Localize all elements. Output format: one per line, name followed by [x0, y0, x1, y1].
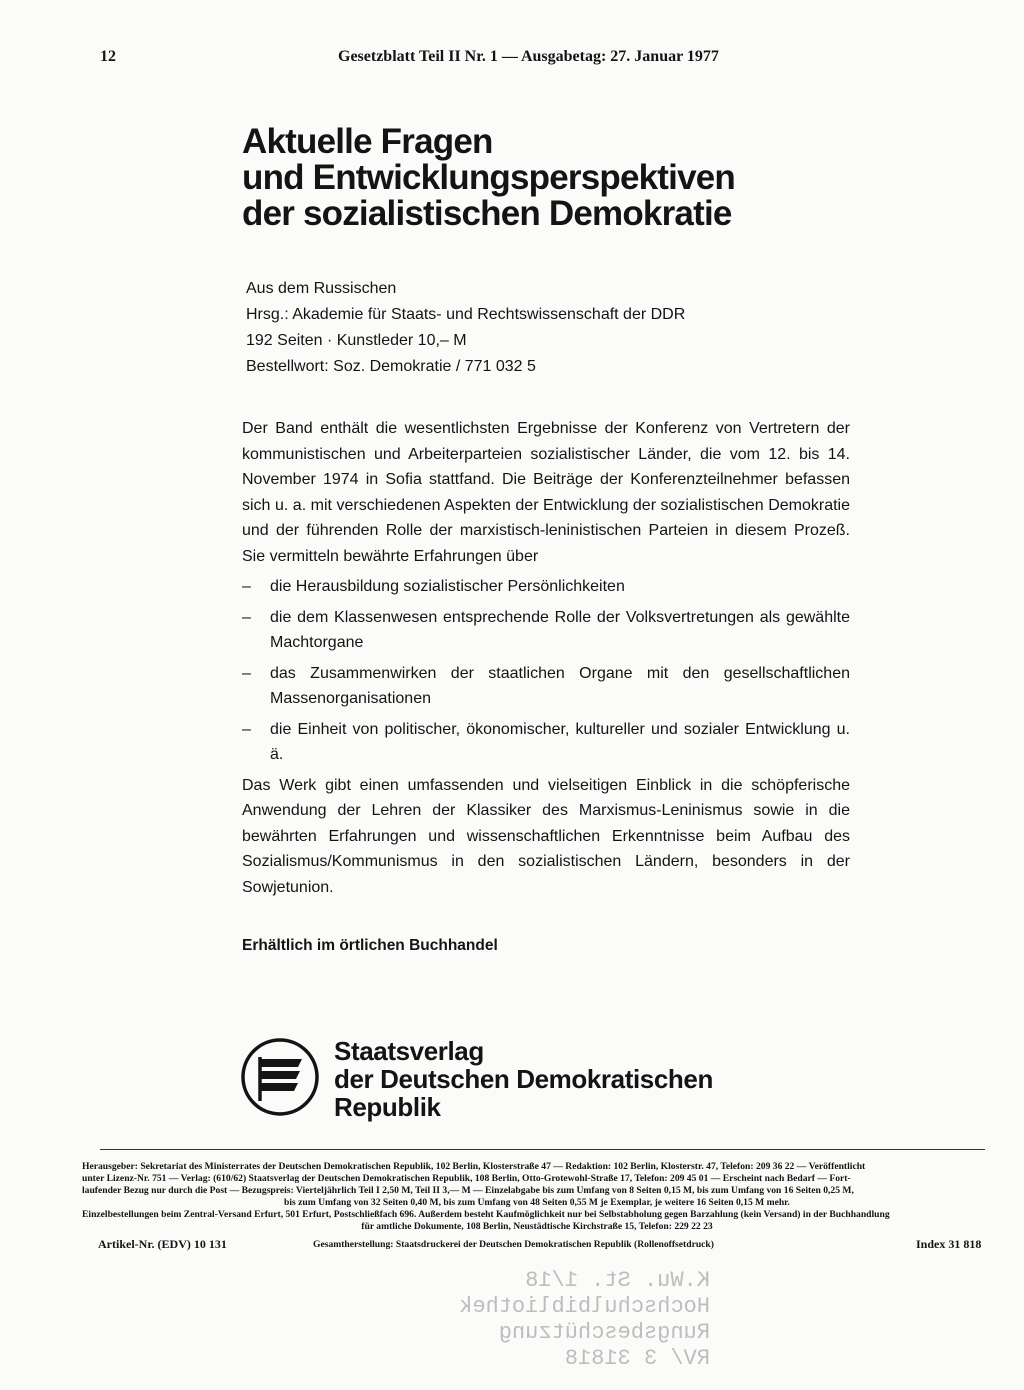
- list-item: [242, 574, 850, 600]
- list-item-text: das Zusammenwirken der staatlichen Organe mit den gesellschaftlichen Massenorganisationen: [270, 664, 850, 707]
- list-item-text: die Herausbildung sozialistischer Persönlichkeiten: [270, 578, 625, 595]
- book-title: [242, 124, 735, 232]
- stamp-line: Rungsbeschützung: [498, 1320, 710, 1345]
- imprint-line: unter Lizenz-Nr. 751 — Verlag: (610/62) Staatsverlag der Deutschen Demokratischen Republik, 108 Berlin, Otto-Grotewohl-Straße 17, Telefon: 209 45 01 — Erscheint nach Bedarf — Fort-: [82, 1173, 851, 1184]
- title-line: und Entwicklungsperspektiven: [242, 158, 735, 197]
- title-line: Aktuelle Fragen: [242, 122, 493, 161]
- editor-line: Hrsg.: Akademie für Staats- und Rechtswissenschaft der DDR: [246, 306, 686, 323]
- topic-list: [242, 574, 850, 768]
- imprint-line: bis zum Umfang von 32 Seiten 0,40 M, bis zum Umfang von 48 Seiten 0,55 M je Exemplar, je weitere 16 Seiten 0,15 M mehr.: [284, 1197, 790, 1208]
- list-item-text: die Einheit von politischer, ökonomischer, kultureller und sozialer Entwicklung u. ä.: [270, 720, 850, 763]
- dash-marker: –: [242, 608, 251, 626]
- imprint-line: laufender Bezug nur durch die Post — Bezugspreis: Vierteljährlich Teil I 2,50 M, Teil II 3,— M — Einzelabgabe bis zum Umfang von 8 Seiten 0,15 M, bis zum Umfang von 16 Seiten 0,25 M,: [82, 1185, 854, 1196]
- dash-marker: –: [242, 578, 251, 595]
- dash-marker: –: [242, 720, 251, 738]
- stamp-line: Hochschulbibliothek: [459, 1294, 710, 1319]
- page-number: 12: [100, 48, 116, 65]
- translation-note: Aus dem Russischen: [246, 280, 397, 297]
- imprint-block: [82, 1161, 992, 1233]
- imprint-line: Einzelbestellungen beim Zentral-Versand Erfurt, 501 Erfurt, Postschließfach 696. Außerdem besteht Kaufmöglichkeit nur bei Selbstabholung gegen Barzahlung (kein Versand) in der Buchhandlung: [82, 1209, 890, 1220]
- list-item: [242, 661, 850, 712]
- book-description: [242, 416, 850, 900]
- availability-note: Erhältlich im örtlichen Buchhandel: [242, 937, 498, 954]
- imprint-line: für amtliche Dokumente, 108 Berlin, Neustädtische Kirchstraße 15, Telefon: 229 22 23: [361, 1221, 713, 1232]
- book-metadata: [246, 276, 685, 380]
- list-item-text: die dem Klassenwesen entsprechende Rolle der Volksvertretungen als gewählte Machtorgane: [270, 608, 850, 651]
- pages-price-line: 192 Seiten · Kunstleder 10,– M: [246, 332, 467, 349]
- flag-circle-icon: [240, 1037, 320, 1117]
- publisher-line: der Deutschen Demokratischen: [334, 1064, 713, 1094]
- running-header: Gesetzblatt Teil II Nr. 1 — Ausgabetag: 27. Januar 1977: [338, 48, 719, 65]
- production-note: Gesamtherstellung: Staatsdruckerei der Deutschen Demokratischen Republik (Rollenoffsetdruck): [313, 1239, 714, 1250]
- publisher-line: Staatsverlag: [334, 1036, 484, 1066]
- library-stamp: [330, 1268, 710, 1372]
- order-code-line: Bestellwort: Soz. Demokratie / 771 032 5: [246, 358, 536, 375]
- stamp-line: RV/ 3 31818: [564, 1346, 710, 1371]
- closing-paragraph: Das Werk gibt einen umfassenden und vielseitigen Einblick in die schöpferische Anwendung der Lehren der Klassiker des Marxismus-Leninismus sowie in die bewährten Erfahrungen und wissenschaftlichen Erkenntnisse beim Aufbau des Sozialismus/Kommunismus in den sozialistischen Ländern, besonders in der Sowjetunion.: [242, 776, 850, 896]
- title-line: der sozialistischen Demokratie: [242, 194, 732, 233]
- imprint-line: Herausgeber: Sekretariat des Ministerrates der Deutschen Demokratischen Republik, 102 Berlin, Klosterstraße 47 — Redaktion: 102 Berlin, Klosterstr. 47, Telefon: 209 36 22 — Veröffentlicht: [82, 1161, 866, 1172]
- list-item: [242, 717, 850, 768]
- index-number: Index 31 818: [916, 1237, 982, 1251]
- publisher-line: Republik: [334, 1092, 441, 1122]
- intro-paragraph: Der Band enthält die wesentlichsten Ergebnisse der Konferenz von Vertretern der kommunistischen und Arbeiterparteien sozialistischer Länder, die vom 12. bis 14. November 1974 in Sofia stattfand. Die Beiträge der Konferenzteilnehmer befassen sich u. a. mit verschiedenen Aspekten der Entwicklung der sozialistischen Demokratie und der führenden Rolle der marxistisch-leninistischen Parteien in diesem Prozeß. Sie vermitteln bewährte Erfahrungen über: [242, 420, 850, 565]
- stamp-line: K.Wu. St. 1/18: [525, 1268, 710, 1293]
- list-item: [242, 605, 850, 656]
- article-number: Artikel-Nr. (EDV) 10 131: [98, 1237, 227, 1251]
- publisher-name: [334, 1037, 713, 1121]
- dash-marker: –: [242, 664, 251, 682]
- imprint-divider: [100, 1149, 985, 1150]
